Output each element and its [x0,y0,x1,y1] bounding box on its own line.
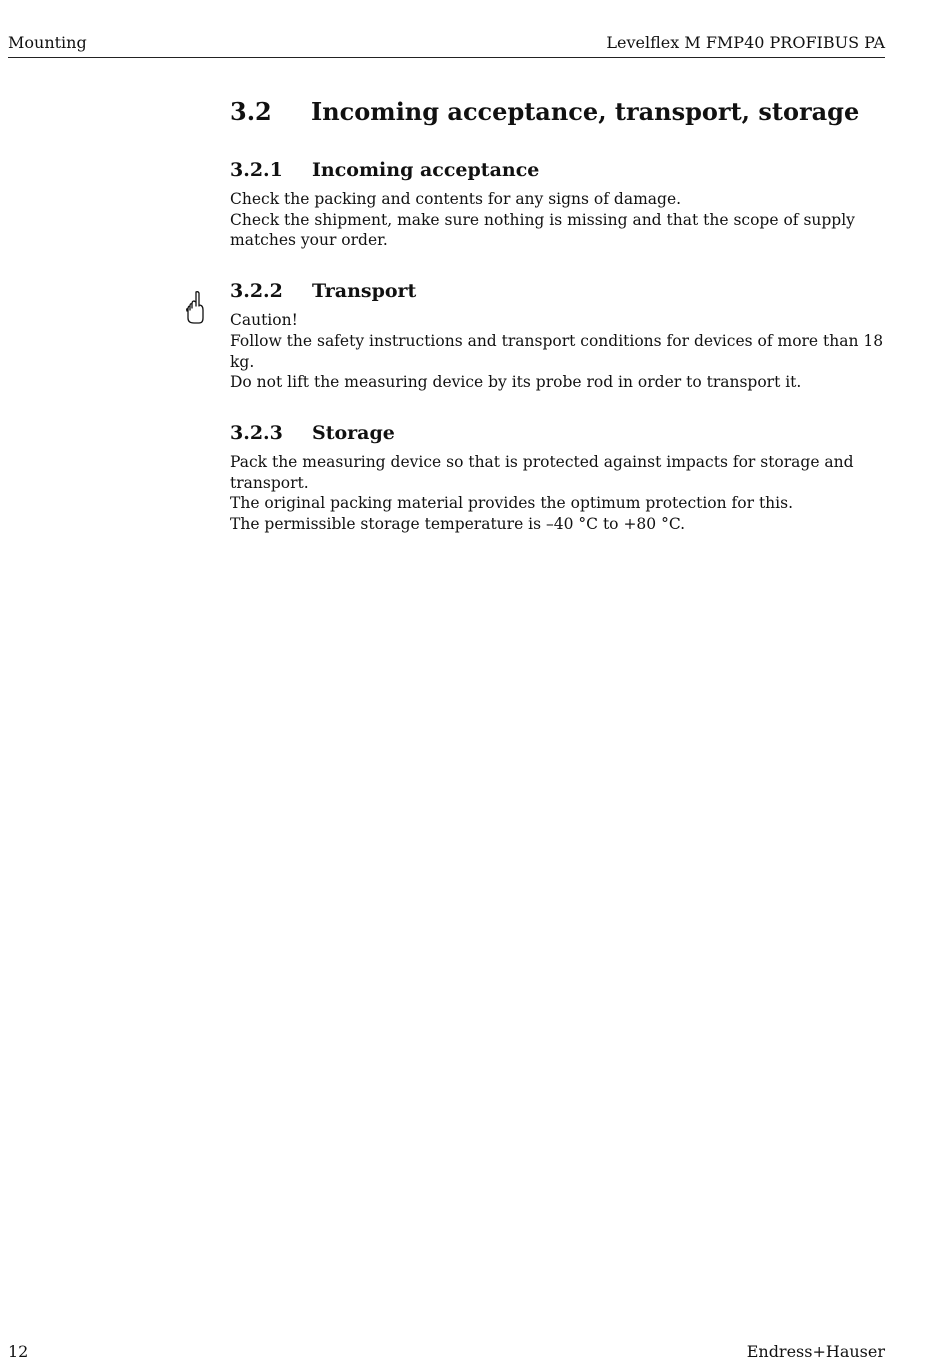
subsection-title: Transport [312,280,417,303]
caution-hand-icon [184,290,208,326]
subsection-heading [230,420,910,446]
subsection-heading [230,157,910,183]
section-number: 3.2 [230,97,272,126]
body-line: Check the shipment, make sure nothing is missing and that the scope of supply matches your order. [230,210,855,250]
body-line: Follow the safety instructions and transport conditions for devices of more than 18 kg. [230,331,884,371]
page-content [230,96,910,535]
running-header [8,31,885,58]
page-number: 12 [8,1342,29,1361]
subsection-storage [230,420,910,535]
body-line: The original packing material provides the optimum protection for this. [230,494,794,513]
caution-label: Caution! [230,311,298,330]
subsection-body [230,189,910,251]
body-line: The permissible storage temperature is –40 °C to +80 °C. [230,515,686,534]
subsection-body [230,310,910,393]
subsection-number: 3.2.1 [230,159,283,181]
footer-brand: Endress+Hauser [746,1342,885,1361]
section-heading [230,96,910,128]
body-line: Pack the measuring device so that is protected against impacts for storage and transport. [230,452,854,492]
subsection-incoming-acceptance [230,157,910,251]
subsection-heading [230,278,910,304]
header-product: Levelflex M FMP40 PROFIBUS PA [606,33,885,52]
subsection-title: Incoming acceptance [312,159,540,181]
subsection-number: 3.2.2 [230,280,283,303]
subsection-number: 3.2.3 [230,421,283,444]
subsection-title: Storage [312,421,395,444]
subsection-body [230,452,910,535]
section-title: Incoming acceptance, transport, storage [311,97,860,126]
subsection-transport [230,278,910,393]
body-line: Do not lift the measuring device by its probe rod in order to transport it. [230,373,802,392]
body-line: Check the packing and contents for any signs of damage. [230,190,682,208]
header-chapter: Mounting [8,33,87,52]
